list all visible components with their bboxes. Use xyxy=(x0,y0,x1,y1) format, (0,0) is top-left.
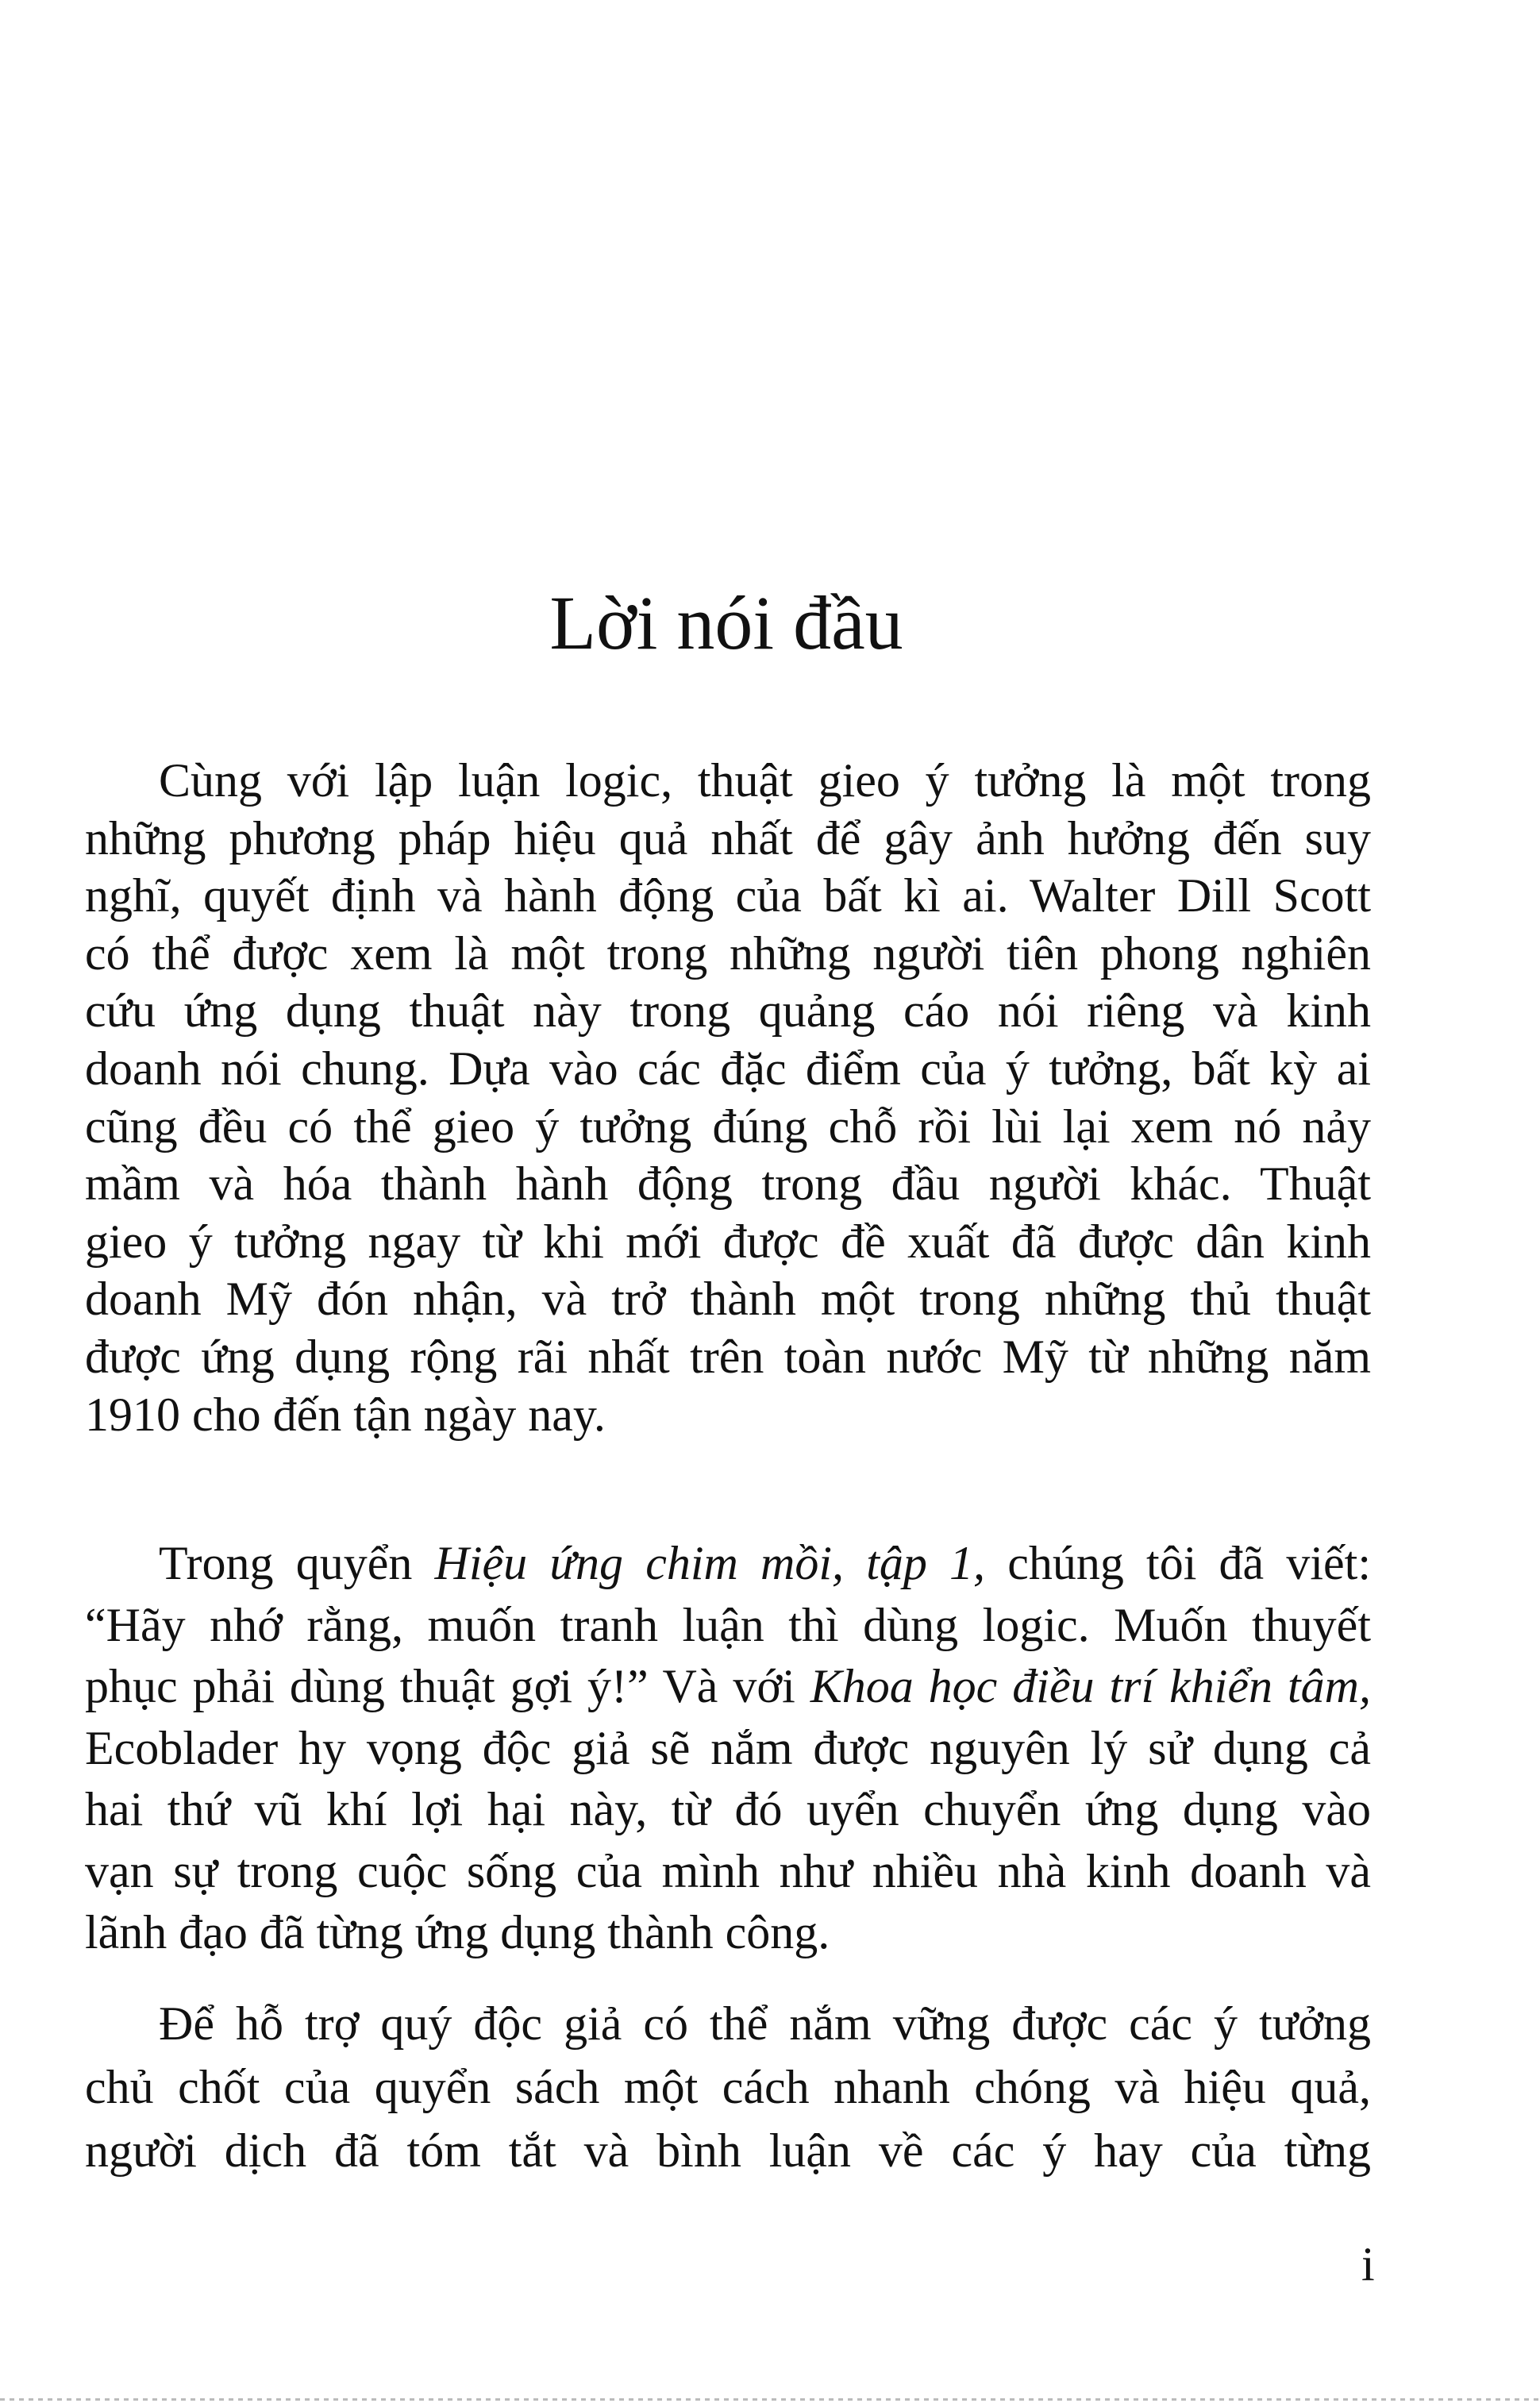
text-line xyxy=(85,1040,1371,1098)
text-line xyxy=(85,1779,1371,1841)
text-line xyxy=(85,1155,1371,1213)
chapter-title: Lời nói đầu xyxy=(549,580,903,665)
body-text: những phương pháp hiệu quả nhất để gây ảnh hưởng đến suy xyxy=(85,811,1371,865)
body-text: lãnh đạo đã từng ứng dụng thành công. xyxy=(85,1906,830,1958)
body-text: Ecoblader hy vọng độc giả sẽ nắm được nguyên lý sử dụng cả xyxy=(85,1721,1371,1774)
page-number: i xyxy=(1361,2238,1375,2290)
text-line xyxy=(85,1533,1371,1595)
body-text: nghĩ, quyết định và hành động của bất kì ai. Walter Dill Scott xyxy=(85,869,1371,922)
text-line xyxy=(85,867,1371,925)
text-line xyxy=(85,1270,1371,1328)
body-text: phục phải dùng thuật gợi ý!” Và với xyxy=(85,1660,810,1712)
body-text: Cùng với lập luận logic, thuật gieo ý tưởng là một trong xyxy=(159,754,1371,807)
text-line xyxy=(85,752,1371,810)
body-text: vạn sự trong cuộc sống của mình như nhiều nhà kinh doanh và xyxy=(85,1844,1371,1897)
text-line xyxy=(85,1992,1371,2055)
text-line xyxy=(85,810,1371,868)
text-line xyxy=(85,1595,1371,1657)
page-edge-divider xyxy=(0,2398,1540,2401)
body-text: chúng tôi đã viết: xyxy=(985,1537,1372,1589)
body-text: Để hỗ trợ quý độc giả có thể nắm vững được các ý tưởng xyxy=(159,1997,1371,2050)
body-text: doanh nói chung. Dựa vào các đặc điểm của ý tưởng, bất kỳ ai xyxy=(85,1042,1371,1095)
text-line xyxy=(85,2055,1371,2119)
body-text: doanh Mỹ đón nhận, và trở thành một trong những thủ thuật xyxy=(85,1273,1371,1326)
text-line xyxy=(85,1902,1371,1964)
body-text: cứu ứng dụng thuật này trong quảng cáo nói riêng và kinh xyxy=(85,984,1371,1038)
body-text: gieo ý tưởng ngay từ khi mới được đề xuất đã được dân kinh xyxy=(85,1215,1371,1268)
text-line xyxy=(85,1656,1371,1718)
body-text: hai thứ vũ khí lợi hại này, từ đó uyển chuyển ứng dụng vào xyxy=(85,1783,1371,1835)
text-line xyxy=(85,2119,1371,2182)
body-text: được ứng dụng rộng rãi nhất trên toàn nước Mỹ từ những năm xyxy=(85,1330,1371,1383)
paragraph-3 xyxy=(85,1992,1371,2182)
paragraph-1 xyxy=(85,752,1371,1443)
text-line xyxy=(85,982,1371,1040)
text-line xyxy=(85,1841,1371,1903)
text-line xyxy=(85,925,1371,983)
body-text: 1910 cho đến tận ngày nay. xyxy=(85,1388,606,1441)
body-text: Trong quyển xyxy=(159,1537,435,1589)
text-line xyxy=(85,1213,1371,1271)
body-text: mầm và hóa thành hành động trong đầu người khác. Thuật xyxy=(85,1157,1371,1211)
paragraph-2 xyxy=(85,1533,1371,1964)
italic-title-text: Hiệu ứng chim mồi, tập 1, xyxy=(434,1537,986,1589)
body-text: “Hãy nhớ rằng, muốn tranh luận thì dùng logic. Muốn thuyết xyxy=(85,1598,1371,1651)
body-text: có thể được xem là một trong những người tiên phong nghiên xyxy=(85,926,1371,980)
text-line xyxy=(85,1098,1371,1156)
italic-title-text: Khoa học điều trí khiển tâm, xyxy=(810,1660,1371,1712)
body-text: chủ chốt của quyển sách một cách nhanh chóng và hiệu quả, xyxy=(85,2061,1371,2113)
body-text: người dịch đã tóm tắt và bình luận về các ý hay của từng xyxy=(85,2124,1371,2177)
text-line xyxy=(85,1718,1371,1780)
text-line xyxy=(85,1386,1371,1444)
body-text: cũng đều có thể gieo ý tưởng đúng chỗ rồi lùi lại xem nó nảy xyxy=(85,1100,1371,1153)
text-line xyxy=(85,1328,1371,1386)
